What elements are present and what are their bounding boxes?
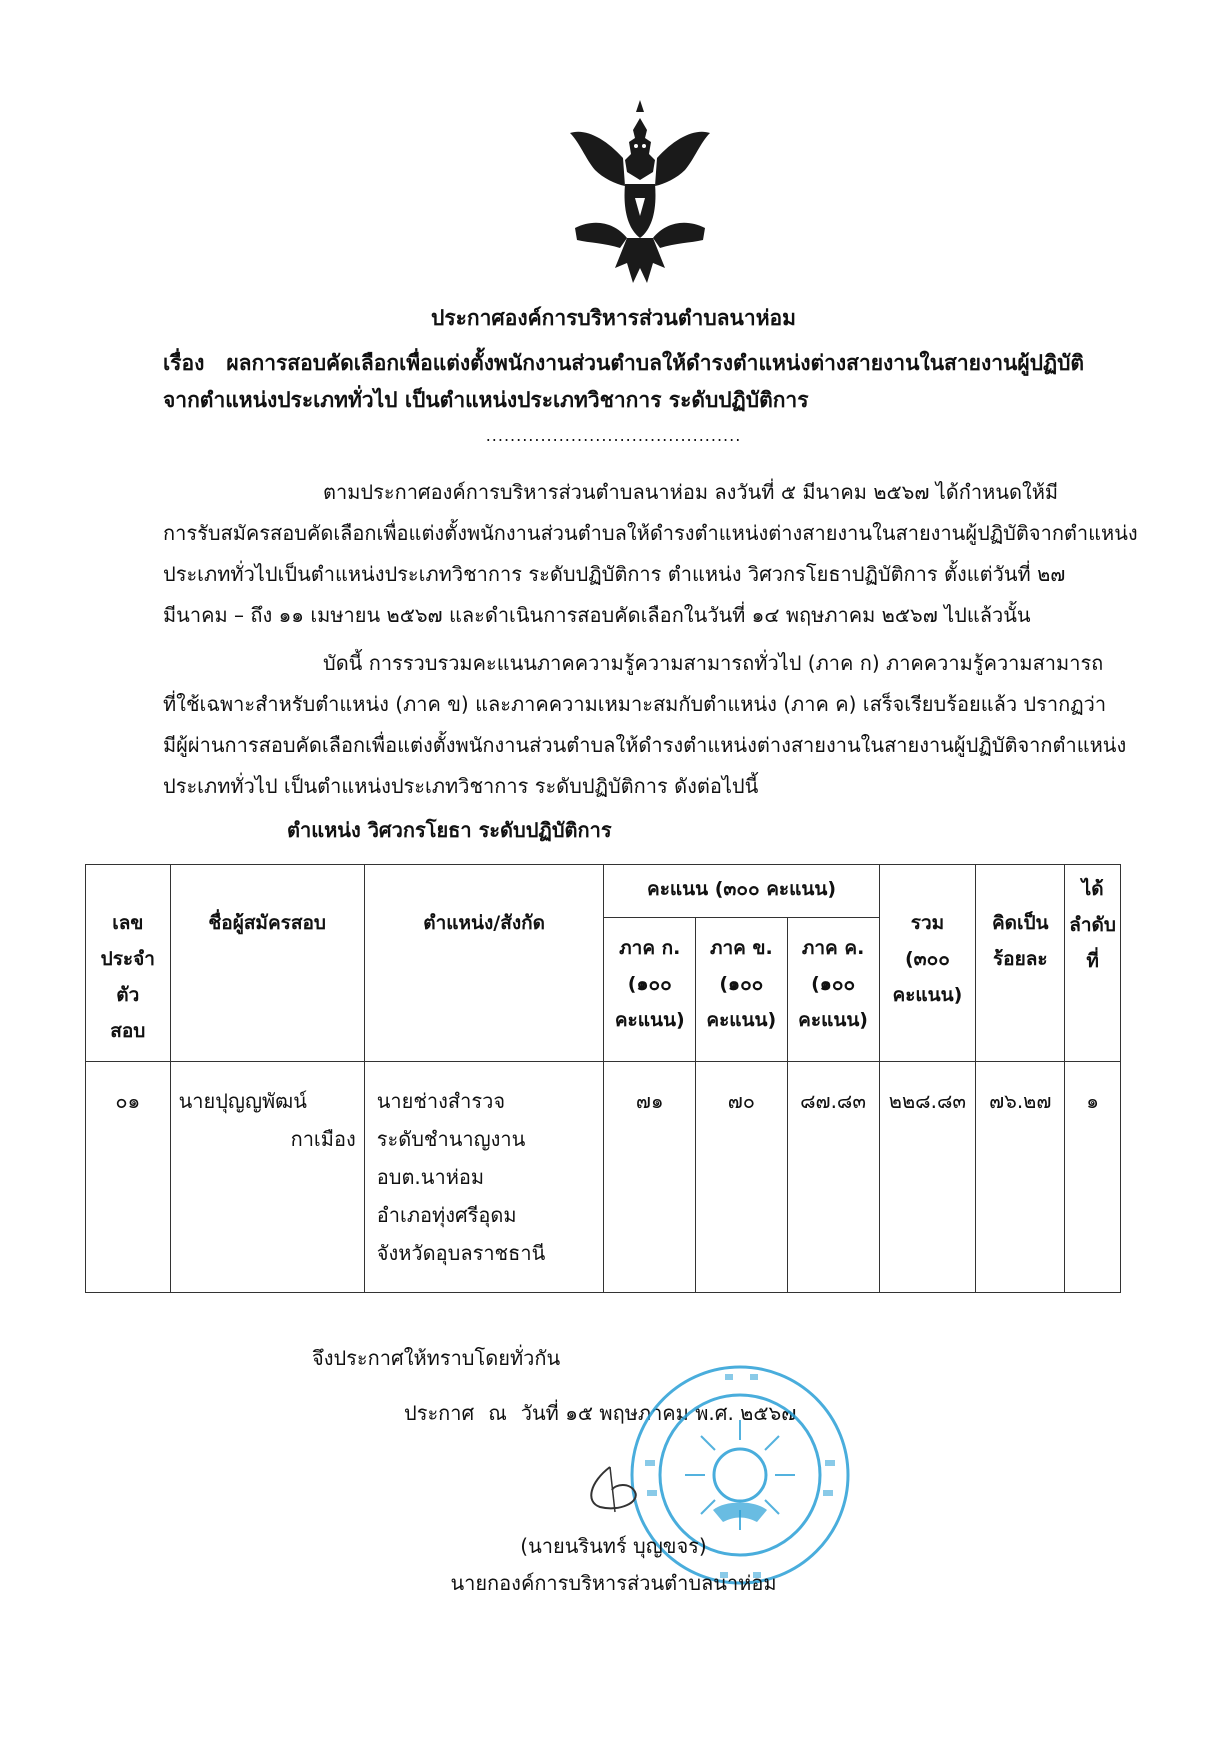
header-part-b: ภาค ข. (๑๐๐ คะแนน) (696, 918, 788, 1062)
subject-text-1: ผลการสอบคัดเลือกเพื่อแต่งตั้งพนักงานส่วนตำบลให้ดำรงตำแหน่งต่างสายงานในสายงานผู้ปฏิบัติ (226, 351, 1085, 375)
signer-name: (นายนรินทร์ บุญขจร) (520, 1534, 707, 1558)
paragraph-2 (163, 643, 1127, 807)
cell-part-c: ๘๗.๘๓ (787, 1062, 879, 1293)
subject-line-2: จากตำแหน่งประเภททั่วไป เป็นตำแหน่งประเภทวิชาการ ระดับปฏิบัติการ (163, 388, 809, 412)
header-name: ชื่อผู้สมัครสอบ (170, 865, 364, 1062)
cell-part-b: ๗๐ (696, 1062, 788, 1293)
cell-percent: ๗๖.๒๗ (976, 1062, 1065, 1293)
cell-name: นายปุญญพัฒน์ กาเมือง (170, 1062, 364, 1293)
paragraph-1-line: ประเภททั่วไปเป็นตำแหน่งประเภทวิชาการ ระดับปฏิบัติการ ตำแหน่ง วิศวกรโยธาปฏิบัติการ ตั้งแต่วันที่ ๒๗ (163, 562, 1066, 586)
paragraph-2-line: ประเภททั่วไป เป็นตำแหน่งประเภทวิชาการ ระดับปฏิบัติการ ดังต่อไปนี้ (163, 774, 759, 798)
header-position: ตำแหน่ง/สังกัด (364, 865, 604, 1062)
paragraph-2-line: มีผู้ผ่านการสอบคัดเลือกเพื่อแต่งตั้งพนักงานส่วนตำบลให้ดำรงตำแหน่งต่างสายงานในสายงานผู้ปฏิบัติจากตำแหน่ง (163, 733, 1127, 757)
header-rank: ได้ ลำดับ ที่ (1065, 865, 1121, 1062)
table-header-row (86, 865, 1121, 918)
paragraph-1-line: มีนาคม – ถึง ๑๑ เมษายน ๒๕๖๗ และดำเนินการสอบคัดเลือกในวันที่ ๑๔ พฤษภาคม ๒๕๖๗ ไปแล้วนั้น (163, 603, 1031, 627)
cell-position: นายช่างสำรวจ ระดับชำนาญงาน อบต.นาห่อม อำเภอทุ่งศรีอุดม จังหวัดอุบลราชธานี (364, 1062, 604, 1293)
announcement-title: ประกาศองค์การบริหารส่วนตำบลนาห่อม (431, 306, 796, 330)
garuda-emblem-icon (565, 98, 715, 293)
cell-part-a: ๗๑ (604, 1062, 696, 1293)
header-part-c: ภาค ค. (๑๐๐ คะแนน) (787, 918, 879, 1062)
paragraph-2-line: บัดนี้ การรวบรวมคะแนนภาคความรู้ความสามารถทั่วไป (ภาค ก) ภาคความรู้ความสามารถ (323, 651, 1104, 675)
announce-line: จึงประกาศให้ทราบโดยทั่วกัน (312, 1346, 561, 1370)
paragraph-1-line: ตามประกาศองค์การบริหารส่วนตำบลนาห่อม ลงวันที่ ๕ มีนาคม ๒๕๖๗ ได้กำหนดให้มี (323, 480, 1059, 504)
dotted-divider: .......................................... (485, 426, 742, 445)
position-heading: ตำแหน่ง วิศวกรโยธา ระดับปฏิบัติการ (287, 818, 612, 842)
paragraph-2-line: ที่ใช้เฉพาะสำหรับตำแหน่ง (ภาค ข) และภาคความเหมาะสมกับตำแหน่ง (ภาค ค) เสร็จเรียบร้อยแล้ว ปรากฏว่า (163, 692, 1107, 716)
header-exam-no: เลข ประจำ ตัว สอบ (86, 865, 171, 1062)
subject-label: เรื่อง (163, 351, 205, 375)
subject-line-1 (163, 347, 1084, 380)
table-row (86, 1062, 1121, 1293)
header-part-a: ภาค ก. (๑๐๐ คะแนน) (604, 918, 696, 1062)
cell-rank: ๑ (1065, 1062, 1121, 1293)
paragraph-1-line: การรับสมัครสอบคัดเลือกเพื่อแต่งตั้งพนักงานส่วนตำบลให้ดำรงตำแหน่งต่างสายงานในสายงานผู้ปฏิบัติจากตำแหน่ง (163, 521, 1138, 545)
paragraph-1 (163, 472, 1138, 636)
results-table (85, 864, 1121, 1293)
signer-title: นายกองค์การบริหารส่วนตำบลนาห่อม (450, 1571, 777, 1595)
signature-icon (580, 1462, 650, 1517)
header-total: รวม (๓๐๐ คะแนน) (879, 865, 976, 1062)
date-line: ประกาศ ณ วันที่ ๑๕ พฤษภาคม พ.ศ. ๒๕๖๗ (404, 1401, 797, 1425)
header-score-group: คะแนน (๓๐๐ คะแนน) (604, 865, 879, 918)
header-percent: คิดเป็น ร้อยละ (976, 865, 1065, 1062)
cell-exam-no: ๐๑ (86, 1062, 171, 1293)
cell-total: ๒๒๘.๘๓ (879, 1062, 976, 1293)
